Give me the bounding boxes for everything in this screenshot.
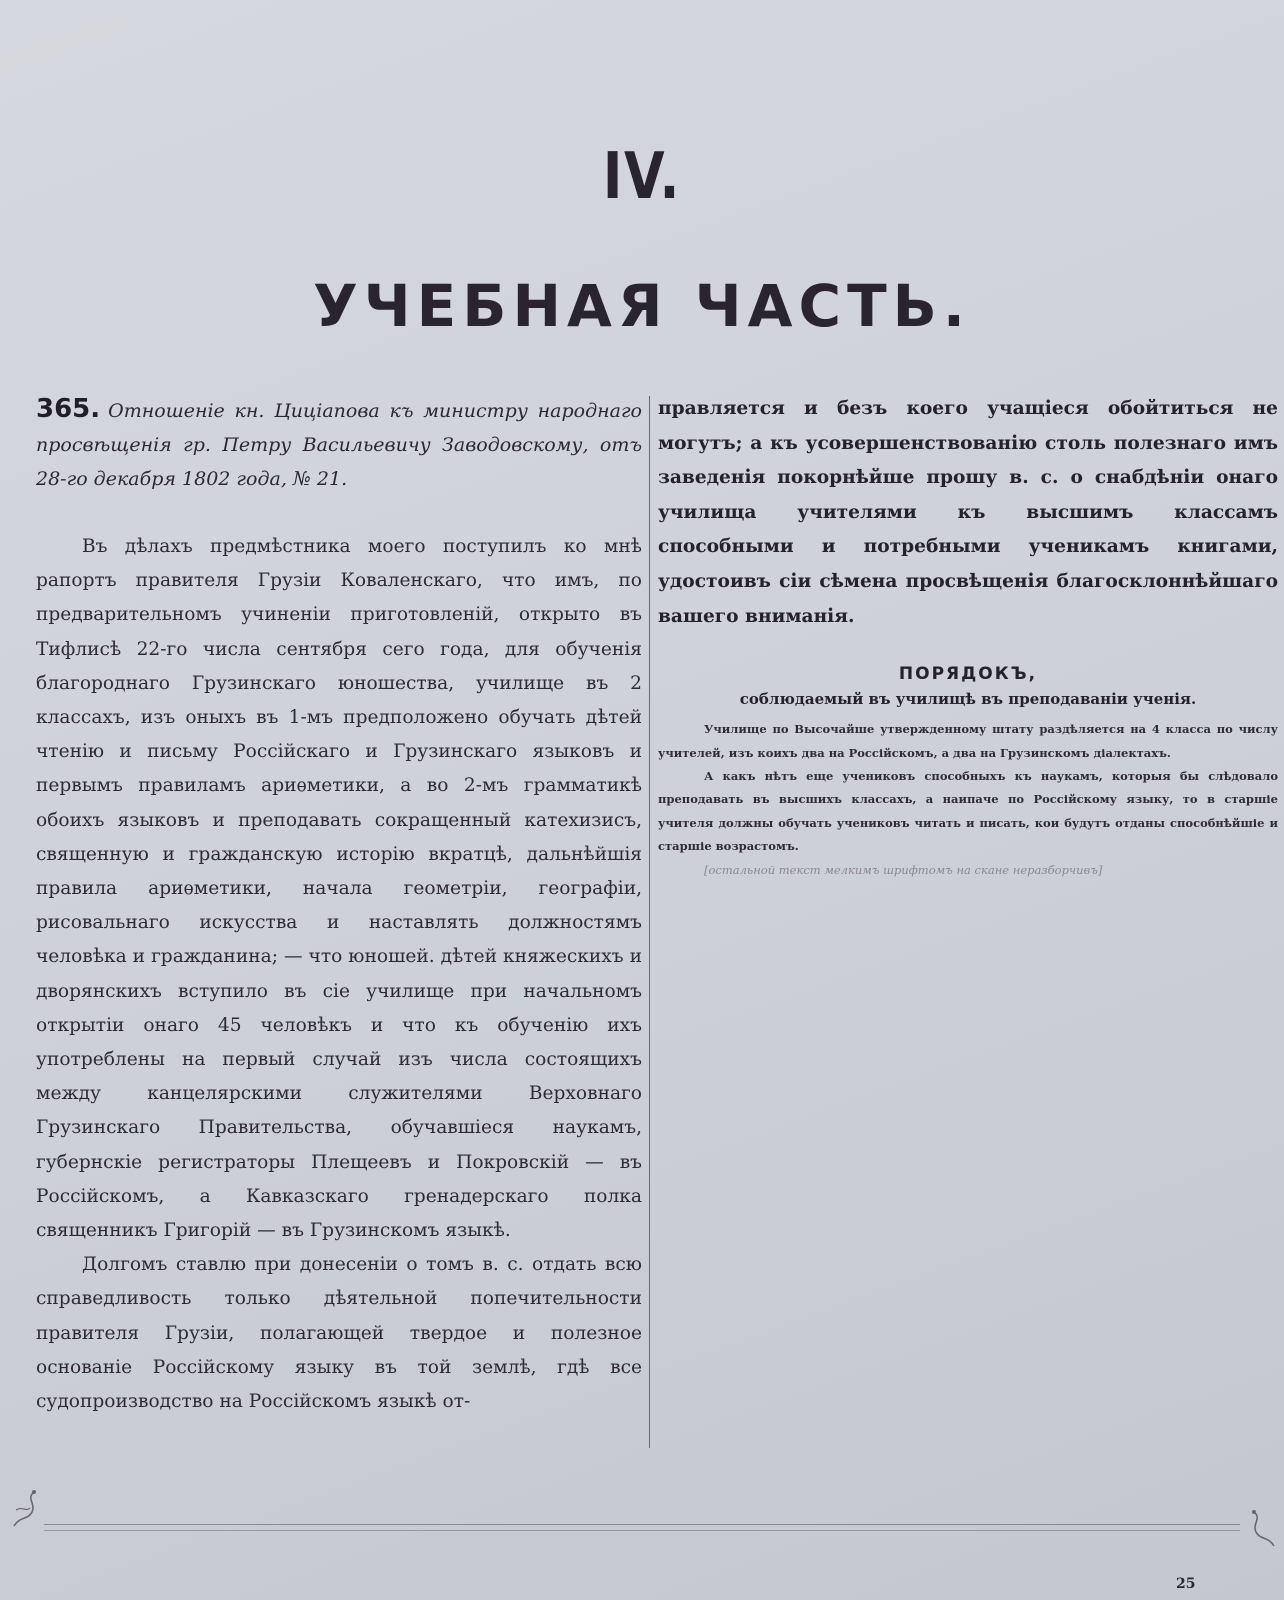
left-paragraph-1: Въ дѣлахъ предмѣстника моего поступилъ ко мнѣ рапортъ правителя Грузіи Коваленскаго, что имъ, по предварительномъ учиненіи приготовленій, открыто въ Тифлисѣ 22-го числа сентября сего года, для обученія благороднаго Грузинскаго юношества, училище въ 2 классахъ, изъ оныхъ въ 1-мъ предположено обучать дѣтей чтенію и письму Россійскаго и Грузинскаго языковъ и первымъ правиламъ ариѳметики, а во 2-мъ грамматикѣ обоихъ языковъ и преподавать сокращенный катехизисъ, священную и гражданскую исторію вкратцѣ, дальнѣйшія правила ариѳметики, начала геометріи, географіи, рисовальнаго искусства и наставлять должностямъ человѣка и гражданина; — что юношей. дѣтей княжескихъ и дворянскихъ вступило въ сіе училище при начальномъ открытіи онаго 45 человѣкъ и что къ обученію ихъ употреблены на первый случай изъ числа состоящихъ между канцелярскими служителями Верховнаго Грузинскаго Правительства, обучавшіеся наукамъ, губернскіе регистраторы Плещеевъ и Покровскій — въ Россійскомъ, а Кавказскаго гренадерскаго полка священникъ Григорій — въ Грузинскомъ языкѣ. [36,536,642,1242]
corner-ornament-left-icon [10,1486,54,1530]
order-title: ПОРЯДОКЪ, [898,664,1038,685]
order-paragraph-2: А какъ нѣтъ еще учениковъ способныхъ къ наукамъ, которыя бы слѣдовало преподавать въ высшихъ классахъ, а наипаче по Россійскому языку, то в старшіе учителя должны обучать учениковъ читать и писать, кои будутъ отданы способнѣйшіе и старшіе возрастомъ. [658,768,1278,854]
page-number: 25 [1176,1576,1196,1592]
entry-heading [36,392,642,496]
order-paragraph-1: Училище по Высочайше утвержденному штату раздѣляется на 4 класса по числу учителей, изъ коихъ два на Россійскомъ, а два на Грузинскомъ діалектахъ. [658,722,1278,760]
bottom-rule-inner [44,1530,1240,1531]
order-subtitle: соблюдаемый въ училищѣ въ преподаваніи ученія. [739,690,1197,709]
left-column [36,392,642,1419]
illegible-small-text-note: [остальной текст мелкимъ шрифтомъ на скане неразборчивъ] [704,862,1103,877]
section-numeral: IV. [602,140,682,214]
column-divider [649,396,650,1448]
bottom-rule [44,1524,1240,1525]
corner-ornament-right-icon [1238,1506,1278,1550]
right-continuation: правляется и безъ коего учащіеся обойтиться не могутъ; а къ усовершенствованію столь полезнаго имъ заведенія покорнѣйше прошу в. с. о снабдѣніи онаго училища учителями къ высшимъ классамъ способными и потребными ученикамъ книгами, удостоивъ сіи сѣмена просвѣщенія благосклоннѣйшаго вашего вниманія. [658,398,1278,627]
section-title: УЧЕБНАЯ ЧАСТЬ. [313,272,971,340]
entry-number: 365. [36,394,101,424]
entry-heading-text: Отношеніе кн. Цицianова къ министру народнаго просвѣщенія гр. Петру Васильевичу Заводовскому, отъ 28-го декабря 1802 года, № 21. [36,400,642,490]
right-column [658,392,1278,882]
left-paragraph-2: Долгомъ ставлю при донесеніи о томъ в. с. отдать всю справедливость только дѣятельной попечительности правителя Грузіи, полагающей твердое и полезное основаніе Россійскому языку въ той землѣ, гдѣ все судопроизводство на Россійскомъ языкѣ от- [36,1254,642,1413]
